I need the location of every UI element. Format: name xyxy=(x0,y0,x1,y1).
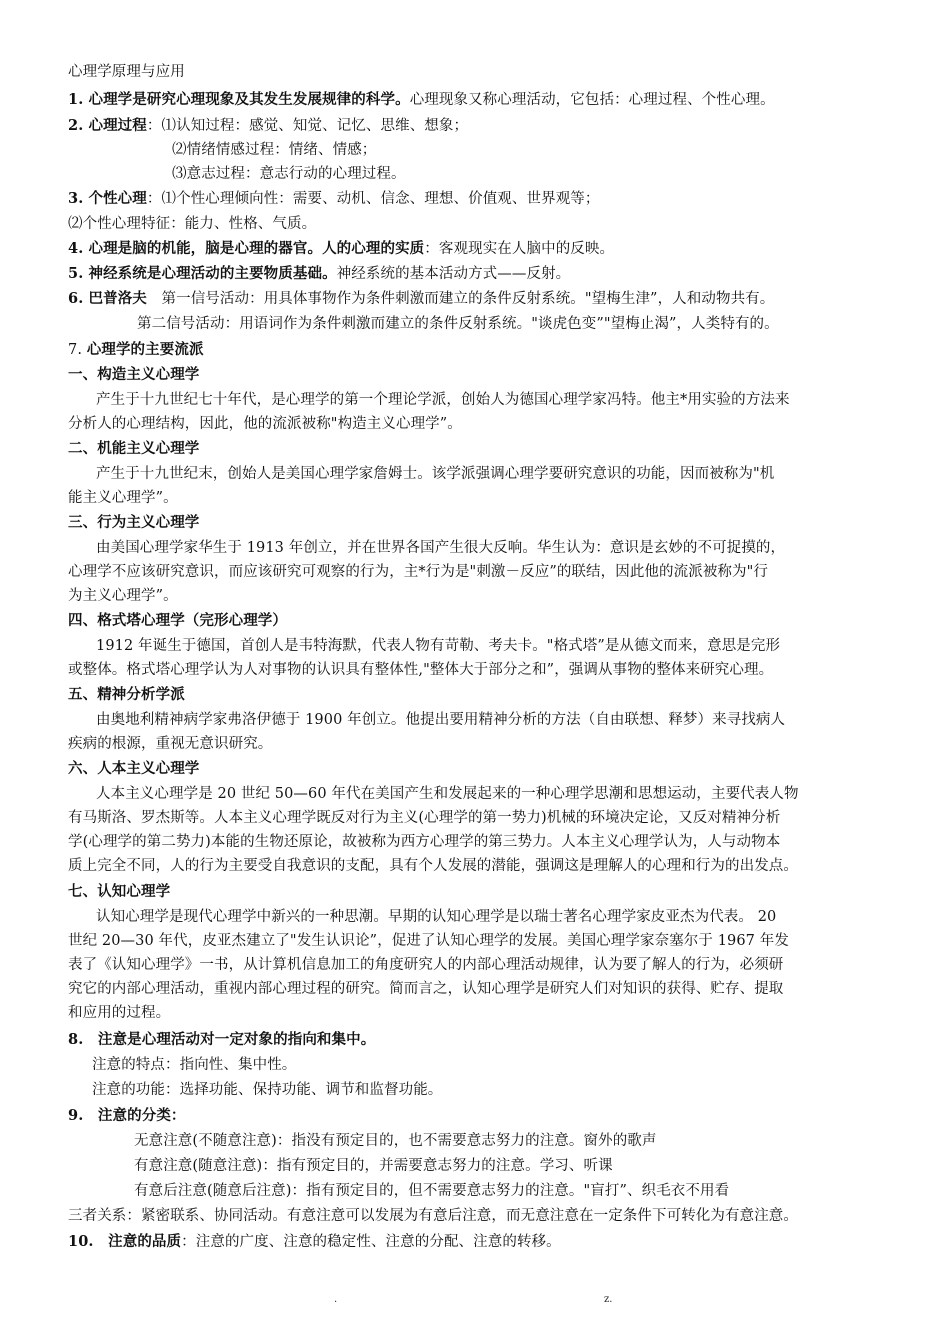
school-7-line-3: 表了《认知心理学》一书，从计算机信息加工的角度研究人的内部心理活动规律，认为要了解人的行为，必须研 xyxy=(68,957,784,973)
item-10-bold: 10. 注意的品质 xyxy=(68,1233,182,1250)
school-5-line-1: 由奥地利精神病学家弗洛伊德于 1900 年创立。他提出要用精神分析的方法（自由联想、释梦）来寻找病人 xyxy=(96,712,786,728)
school-3-heading: 三、行为主义心理学 xyxy=(68,514,200,531)
school-1-heading: 一、构造主义心理学 xyxy=(68,366,200,383)
school-1-line-2: 分析人的心理结构，因此，他的流派被称"构造主义心理学”。 xyxy=(68,416,462,432)
item-8-line-2: 注意的特点：指向性、集中性。 xyxy=(92,1057,297,1073)
item-6 xyxy=(68,289,774,309)
item-2-bold: 2. 心理过程 xyxy=(68,117,147,134)
item-1-text: 心理现象又称心理活动，它包括：心理过程、个性心理。 xyxy=(409,92,775,108)
school-4-line-1: 1912 年诞生于德国，首创人是韦特海默，代表人物有苛勒、考夫卡。"格式塔”是从德文而来，意思是完形 xyxy=(96,638,781,654)
item-8: 8. 注意是心理活动对一定对象的指向和集中。 xyxy=(68,1031,376,1048)
school-3-line-1: 由美国心理学家华生于 1913 年创立，并在世界各国产生很大反响。华生认为：意识是玄妙的不可捉摸的， xyxy=(96,540,786,556)
item-1-bold: 1. 心理学是研究心理现象及其发生发展规律的科学。 xyxy=(68,91,410,108)
item-2-text: ：⑴认知过程：感觉、知觉、记忆、思维、想象； xyxy=(146,118,469,134)
school-2-line-2: 能主义心理学”。 xyxy=(68,490,178,506)
item-10 xyxy=(68,1232,561,1252)
item-9-line-4: 有意后注意(随意后注意)：指有预定目的，但不需要意志努力的注意。"盲打”、织毛衣不用看 xyxy=(134,1183,730,1199)
item-8-line-3: 注意的功能：选择功能、保持功能、调节和监督功能。 xyxy=(92,1082,443,1098)
item-2-line-2: ⑵情绪情感过程：情绪、情感； xyxy=(172,142,377,158)
school-7-line-5: 和应用的过程。 xyxy=(68,1005,171,1021)
school-5-line-2: 疾病的根源，重视无意识研究。 xyxy=(68,736,273,752)
school-3-line-2: 心理学不应该研究意识，而应该研究可观察的行为，主*行为是"刺激－反应”的联结，因此他的流派被称为"行 xyxy=(68,564,768,580)
school-2-line-1: 产生于十九世纪末，创始人是美国心理学家詹姆士。该学派强调心理学要研究意识的功能，因而被称为"机 xyxy=(96,466,775,482)
item-9-line-3: 有意注意(随意注意)：指有预定目的，并需要意志努力的注意。学习、听课 xyxy=(134,1158,613,1174)
item-3-bold: 3. 个性心理 xyxy=(68,190,147,207)
school-7-line-1: 认知心理学是现代心理学中新兴的一种思潮。早期的认知心理学是以瑞士著名心理学家皮亚杰为代表。 20 xyxy=(96,909,777,925)
item-6-line-2: 第二信号活动：用语词作为条件刺激而建立的条件反射系统。"谈虎色变”"望梅止渴”，人类特有的。 xyxy=(137,316,779,332)
school-7-line-4: 究它的内部心理活动，重视内部心理过程的研究。简而言之，认知心理学是研究人们对知识的获得、贮存、提取 xyxy=(68,981,784,997)
item-7-number: 7. xyxy=(68,342,87,358)
school-2-heading: 二、机能主义心理学 xyxy=(68,440,200,457)
item-2-line-3: ⑶意志过程：意志行动的心理过程。 xyxy=(172,166,406,182)
item-4-text: ：客观现实在人脑中的反映。 xyxy=(424,241,615,257)
item-5-text: 神经系统的基本活动方式——反射。 xyxy=(336,266,571,282)
school-4-heading: 四、格式塔心理学（完形心理学） xyxy=(68,612,287,629)
item-4 xyxy=(68,239,614,259)
school-6-line-4: 质上完全不同，人的行为主要受自我意识的支配，具有个人发展的潜能，强调这是理解人的心理和行为的出发点。 xyxy=(68,858,798,874)
item-9: 9. 注意的分类： xyxy=(68,1107,186,1124)
item-5 xyxy=(68,264,570,284)
school-6-heading: 六、人本主义心理学 xyxy=(68,760,200,777)
footer-left-mark: . xyxy=(334,1294,338,1305)
item-3 xyxy=(68,189,600,209)
school-6-line-3: 学(心理学的第二势力)本能的生物还原论，故被称为西方心理学的第三势力。人本主义心理学认为，人与动物本 xyxy=(68,834,781,850)
school-3-line-3: 为主义心理学”。 xyxy=(68,588,178,604)
item-5-bold: 5. 神经系统是心理活动的主要物质基础。 xyxy=(68,265,337,282)
item-6-bold: 6. 巴普洛夫 xyxy=(68,290,147,307)
school-1-line-1: 产生于十九世纪七十年代，是心理学的第一个理论学派，创始人为德国心理学家冯特。他主*用实验的方法来 xyxy=(96,392,790,408)
school-6-line-1: 人本主义心理学是 20 世纪 50—60 年代在美国产生和发展起来的一种心理学思潮和思想运动，主要代表人物 xyxy=(96,786,799,802)
item-9-line-2: 无意注意(不随意注意)：指没有预定目的，也不需要意志努力的注意。窗外的歌声 xyxy=(134,1133,657,1149)
item-6-text: 第一信号活动：用具体事物作为条件刺激而建立的条件反射系统。"望梅生津”，人和动物共有。 xyxy=(146,291,775,307)
school-6-line-2: 有马斯洛、罗杰斯等。人本主义心理学既反对行为主义(心理学的第一势力)机械的环境决定论，又反对精神分析 xyxy=(68,810,781,826)
school-5-heading: 五、精神分析学派 xyxy=(68,686,185,703)
item-1 xyxy=(68,90,775,110)
item-7-bold: 心理学的主要流派 xyxy=(86,341,204,358)
item-2 xyxy=(68,116,468,136)
item-9-line-5: 三者关系：紧密联系、协同活动。有意注意可以发展为有意后注意，而无意注意在一定条件下可转化为有意注意。 xyxy=(68,1208,798,1224)
document-title: 心理学原理与应用 xyxy=(68,64,185,80)
school-7-line-2: 世纪 20—30 年代，皮亚杰建立了"发生认识论”，促进了认知心理学的发展。美国心理学家奈塞尔于 1967 年发 xyxy=(68,933,789,949)
school-4-line-2: 或整体。格式塔心理学认为人对事物的认识具有整体性,"整体大于部分之和”，强调从事物的整体来研究心理。 xyxy=(68,662,774,678)
footer-right-mark: z. xyxy=(604,1294,613,1305)
item-7 xyxy=(68,340,204,360)
item-4-bold: 4. 心理是脑的机能，脑是心理的器官。人的心理的实质 xyxy=(68,240,425,257)
item-3-text: ：⑴个性心理倾向性：需要、动机、信念、理想、价值观、世界观等； xyxy=(146,191,600,207)
item-10-text: ：注意的广度、注意的稳定性、注意的分配、注意的转移。 xyxy=(181,1234,561,1250)
item-3-line-2: ⑵个性心理特征：能力、性格、气质。 xyxy=(68,216,317,232)
school-7-heading: 七、认知心理学 xyxy=(68,883,171,900)
